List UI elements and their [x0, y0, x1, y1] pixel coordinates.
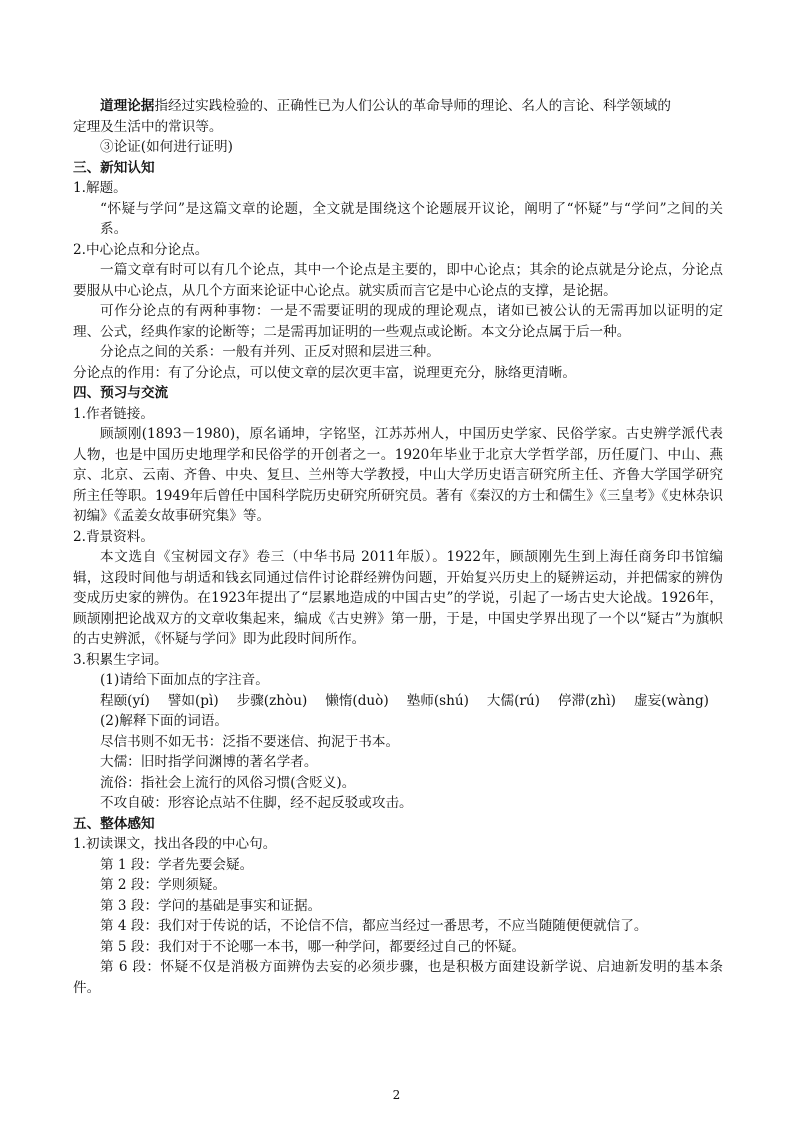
section-heading: 四、预习与交流: [73, 385, 169, 401]
paragraph: 分论点的作用：有了分论点，可以使文章的层次更丰富，说理更充分，脉络更清晰。: [73, 364, 576, 381]
document-body: [73, 96, 723, 998]
list-item: 第 2 段：学则须疑。: [100, 877, 227, 893]
question: (2)解释下面的词语。: [100, 713, 229, 729]
intro-continuation: 定理及生活中的常识等。: [73, 118, 223, 135]
list-item: 第 5 段：我们对于不论哪一本书，哪一种学问，都要经过自己的怀疑。: [100, 938, 526, 955]
pinyin-item: 譬如(pì): [167, 692, 219, 709]
paragraph: 可作分论点的有两种事物：一是不需要证明的现成的理论观点，诸如已被公认的无需再加以证明的定理、公式，经典作家的论断等；二是需再加证明的一些观点或论断。本文分论点属于后一种。: [73, 303, 723, 340]
sub-heading: 3.积累生字词。: [73, 651, 168, 668]
sub-heading: 1.初读课文，找出各段的中心句。: [73, 836, 277, 852]
list-item: 第 3 段：学问的基础是事实和证据。: [100, 897, 322, 914]
paragraph: “怀疑与学问”是这篇文章的论题，全文就是围绕这个论题展开议论，阐明了“怀疑”与“学问”之间的关系。: [100, 200, 723, 237]
pinyin-list: [73, 691, 723, 712]
intro-paragraph: [73, 96, 723, 117]
word-definition: 尽信书则不如无书：泛指不要迷信、拘泥于书本。: [100, 733, 400, 750]
pinyin-item: 大儒(rú): [486, 692, 540, 709]
paragraph: 本文选自《宝树园文存》卷三（中华书局 2011年版）。1922年，顾颉刚先生到上海任商务印书馆编辑，这段时间他与胡适和钱玄同通过信件讨论群经辨伪问题，开始复兴历史上的疑辨运动，并把儒家的辨伪变成历史家的辨伪。在1923年提出了“层累地造成的中国古史”的学说，引起了一场古史大论战。1926年，顾颉刚把论战双方的文章收集起来，编成《古史辨》第一册，于是，中国史学界出现了一个以“疑古”为旗帜的古史辨派，《怀疑与学问》即为此段时间所作。: [73, 549, 723, 647]
list-item: 第 1 段：学者先要会疑。: [100, 856, 254, 873]
paragraph: 一篇文章有时可以有几个论点，其中一个论点是主要的，即中心论点；其余的论点就是分论点，分论点要服从中心论点，从几个方面来论证中心论点。就实质而言它是中心论点的支撑，是论据。: [73, 262, 723, 299]
bold-term: 道理论据: [100, 98, 155, 114]
word-definition: 不攻自破：形容论点站不住脚，经不起反驳或攻击。: [100, 795, 413, 811]
paragraph: 分论点之间的关系：一般有并列、正反对照和层进三种。: [100, 344, 440, 360]
paragraph: 顾颉刚(1893－1980)，原名诵坤，字铭坚，江苏苏州人，中国历史学家、民俗学家。古史辨学派代表人物，也是中国历史地理学和民俗学的开创者之一。1920年毕业于北京大学哲学部，历任厦门、中山、燕京、北京、云南、齐鲁、中央、复旦、兰州等大学教授，中山大学历史语言研究所主任、齐鲁大学国学研究所主任等职。1949年后曾任中国科学院历史研究所研究员。著有《秦汉的方士和儒生》《三皇考》《史林杂识初编》《孟姜女故事研究集》等。: [73, 426, 723, 524]
list-item: 第 4 段：我们对于传说的话，不论信不信，都应当经过一番思考，不应当随随便便就信了。: [100, 918, 648, 934]
intro-text: 指经过实践检验的、正确性已为人们公认的革命导师的理论、名人的言论、科学领域的: [154, 98, 671, 114]
list-item: 第 6 段：怀疑不仅是消极方面辨伪去妄的必须步骤，也是积极方面建设新学说、启迪新发明的基本条件。: [73, 959, 723, 996]
pinyin-item: 塾师(shú): [406, 692, 469, 709]
sub-heading: 1.作者链接。: [73, 405, 154, 422]
question: (1)请给下面加点的字注音。: [100, 672, 269, 688]
word-definition: 流俗：指社会上流行的风俗习惯(含贬义)。: [100, 774, 356, 791]
page-number: 2: [392, 1088, 401, 1102]
pinyin-item: 停滞(zhì): [557, 692, 616, 709]
sub-heading: 1.解题。: [73, 180, 127, 196]
intro-item: ③论证(如何进行证明): [100, 139, 233, 155]
word-definition: 大儒：旧时指学问渊博的著名学者。: [100, 754, 318, 770]
pinyin-item: 虚妄(wàng): [633, 692, 709, 709]
section-heading: 五、整体感知: [73, 815, 155, 832]
sub-heading: 2.中心论点和分论点。: [73, 241, 209, 258]
pinyin-item: 步骤(zhòu): [236, 692, 308, 709]
pinyin-item: 程颐(yí): [100, 692, 150, 709]
pinyin-item: 懒惰(duò): [325, 692, 389, 709]
sub-heading: 2.背景资料。: [73, 528, 154, 545]
section-heading: 三、新知认知: [73, 159, 155, 176]
